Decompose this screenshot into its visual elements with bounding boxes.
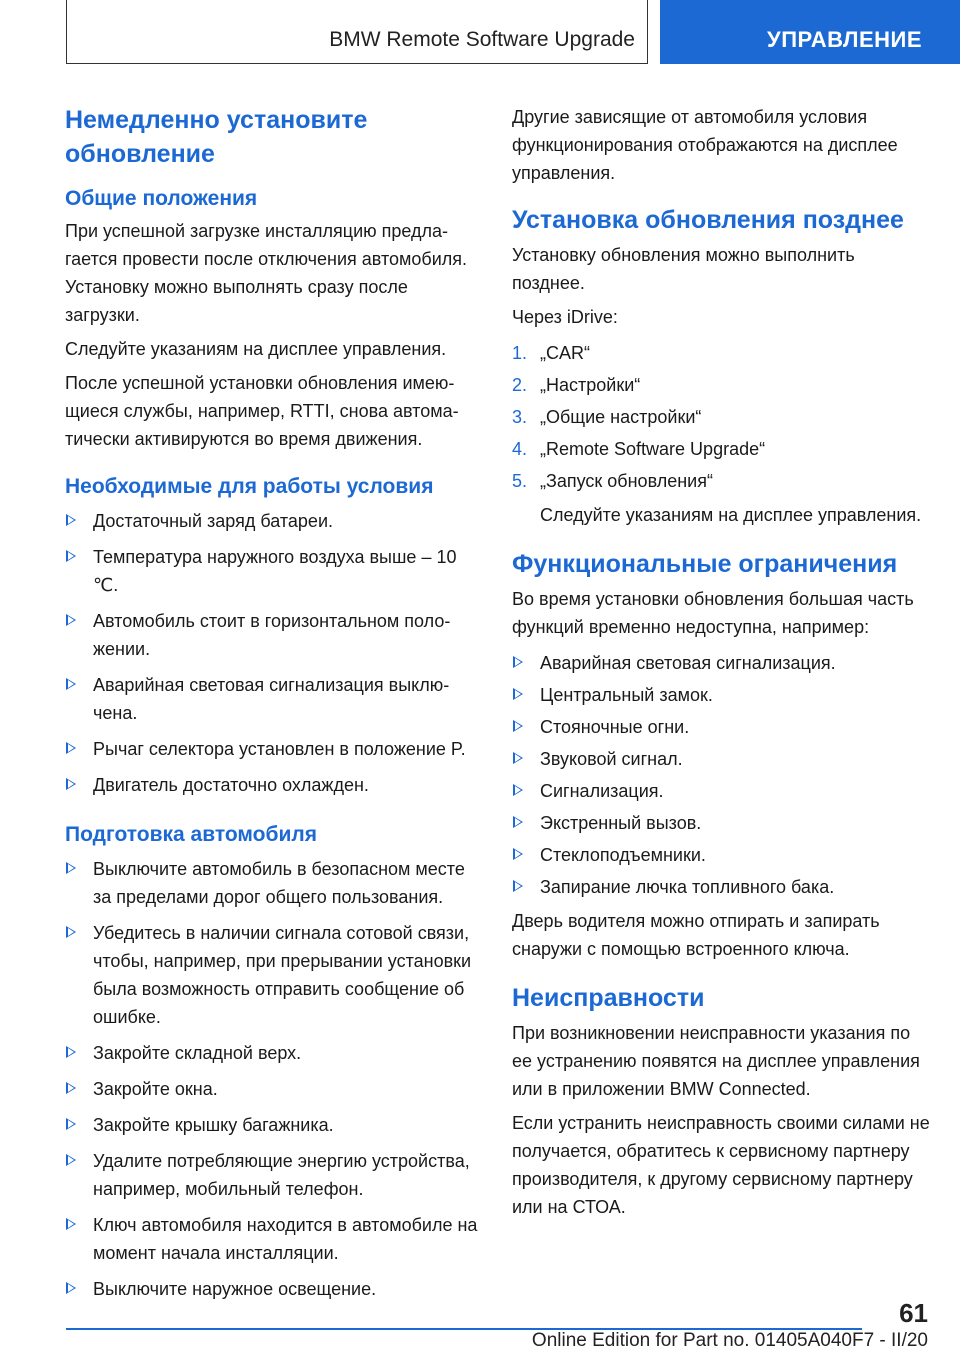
idrive-steps-list — [512, 339, 932, 495]
triangle-bullet-icon — [66, 614, 76, 626]
conditions-intro-paragraph: Другие зависящие от автомобиля условия функционирования отображаются на дисплее управления. — [512, 107, 898, 183]
list-item: Температура наружного воздуха выше – 10 ℃. — [65, 543, 480, 599]
conditions-list — [65, 507, 480, 799]
list-item: Аварийная световая сигнализация. — [512, 649, 932, 677]
triangle-bullet-icon — [513, 848, 523, 860]
conditions-heading: Необходимые для работы условия — [65, 475, 434, 498]
list-item: Автомобиль стоит в горизонтальном положении. — [65, 607, 480, 663]
header-chapter-title: УПРАВЛЕНИЕ — [767, 27, 922, 52]
triangle-bullet-icon — [66, 742, 76, 754]
list-item: Запирание лючка топливного бака. — [512, 873, 932, 901]
install-later-paragraph: Установку обновления можно выполнить позднее. — [512, 245, 855, 293]
list-item: Сигнализация. — [512, 777, 932, 805]
faults-paragraph-1: При возникновении неисправности указания по ее устранению появятся на дисплее управления или в приложении BMW Connected. — [512, 1023, 920, 1099]
triangle-bullet-icon — [513, 688, 523, 700]
header-section-title: BMW Remote Software Upgrade — [329, 28, 635, 51]
general-paragraph-1: При успешной загрузке инсталляцию предлагается провести после отключения автомобиля. Установку можно выполнять сразу после загрузки. — [65, 221, 468, 325]
triangle-bullet-icon — [513, 784, 523, 796]
limits-list — [512, 649, 932, 901]
list-item: Закройте крышку багажника. — [65, 1111, 480, 1139]
list-item: Аварийная световая сигнализация выключена. — [65, 671, 480, 727]
page-number: 61 — [899, 1298, 928, 1328]
triangle-bullet-icon — [66, 862, 76, 874]
header-section-box — [66, 0, 648, 64]
general-paragraph-3: После успешной установки обновления имеющиеся службы, например, RTTI, снова автоматически активируются во время движения. — [65, 373, 459, 449]
triangle-bullet-icon — [513, 720, 523, 732]
triangle-bullet-icon — [66, 778, 76, 790]
faults-paragraph-2: Если устранить неисправность своими силами не получается, обратитесь к сервисному партнеру производителя, к другому сервисному партнеру или на СТОА. — [512, 1113, 930, 1217]
header-chapter-tab — [660, 0, 960, 64]
left-column — [65, 103, 480, 1303]
install-later-title: Установка обновления позднее — [512, 206, 904, 234]
list-item: 4. „Remote Software Upgrade“ — [512, 439, 766, 459]
general-paragraph-2: Следуйте указаниям на дисплее управления. — [65, 339, 447, 359]
triangle-bullet-icon — [513, 816, 523, 828]
step-note-paragraph: Следуйте указаниям на дисплее управления. — [540, 505, 922, 525]
list-item: Стеклоподъемники. — [512, 841, 932, 869]
general-heading: Общие положения — [65, 187, 258, 210]
list-item: 5. „Запуск обновления“ — [512, 471, 713, 491]
triangle-bullet-icon — [66, 1218, 76, 1230]
list-item: Убедитесь в наличии сигнала сотовой связи, чтобы, например, при прерывании установки была возможность отправить сообщение об ошибке. — [65, 919, 480, 1031]
triangle-bullet-icon — [513, 656, 523, 668]
right-column — [512, 103, 932, 1221]
list-item: Удалите потребляющие энергию устройства, например, мобильный телефон. — [65, 1147, 480, 1203]
list-item: Выключите автомобиль в безопасном месте за пределами дорог общего пользования. — [65, 855, 480, 911]
triangle-bullet-icon — [66, 1118, 76, 1130]
triangle-bullet-icon — [513, 880, 523, 892]
list-item: Закройте окна. — [65, 1075, 480, 1103]
list-item: Экстренный вызов. — [512, 809, 932, 837]
list-item: Достаточный заряд батареи. — [65, 507, 480, 535]
limits-title: Функциональные ограничения — [512, 550, 898, 578]
list-item: Рычаг селектора установлен в положение P. — [65, 735, 480, 763]
triangle-bullet-icon — [66, 514, 76, 526]
list-item: 1. „CAR“ — [512, 343, 590, 363]
triangle-bullet-icon — [66, 550, 76, 562]
list-item: Центральный замок. — [512, 681, 932, 709]
triangle-bullet-icon — [66, 926, 76, 938]
list-item: Стояночные огни. — [512, 713, 932, 741]
list-item: Ключ автомобиля находится в автомобиле на момент начала инсталляции. — [65, 1211, 480, 1267]
limits-paragraph-2: Дверь водителя можно отпирать и запирать снаружи с помощью встроенного ключа. — [512, 911, 880, 959]
triangle-bullet-icon — [66, 1046, 76, 1058]
list-item: Двигатель достаточно охлажден. — [65, 771, 480, 799]
list-item: 3. „Общие настройки“ — [512, 407, 702, 427]
list-item: Звуковой сигнал. — [512, 745, 932, 773]
triangle-bullet-icon — [66, 1154, 76, 1166]
footer-edition: Online Edition for Part no. 01405A040F7 - II/20 — [531, 1330, 928, 1351]
limits-paragraph-1: Во время установки обновления большая часть функций временно недоступна, например: — [512, 589, 914, 637]
install-now-title: Немедленно установите обновление — [65, 106, 368, 168]
list-item: Закройте складной верх. — [65, 1039, 480, 1067]
triangle-bullet-icon — [66, 1082, 76, 1094]
triangle-bullet-icon — [66, 1282, 76, 1294]
faults-title: Неисправности — [512, 984, 705, 1012]
prep-heading: Подготовка автомобиля — [65, 823, 317, 846]
list-item: Выключите наружное освещение. — [65, 1275, 480, 1303]
list-item: 2. „Настройки“ — [512, 375, 641, 395]
triangle-bullet-icon — [513, 752, 523, 764]
triangle-bullet-icon — [66, 678, 76, 690]
prep-list — [65, 855, 480, 1303]
idrive-paragraph: Через iDrive: — [512, 307, 618, 327]
